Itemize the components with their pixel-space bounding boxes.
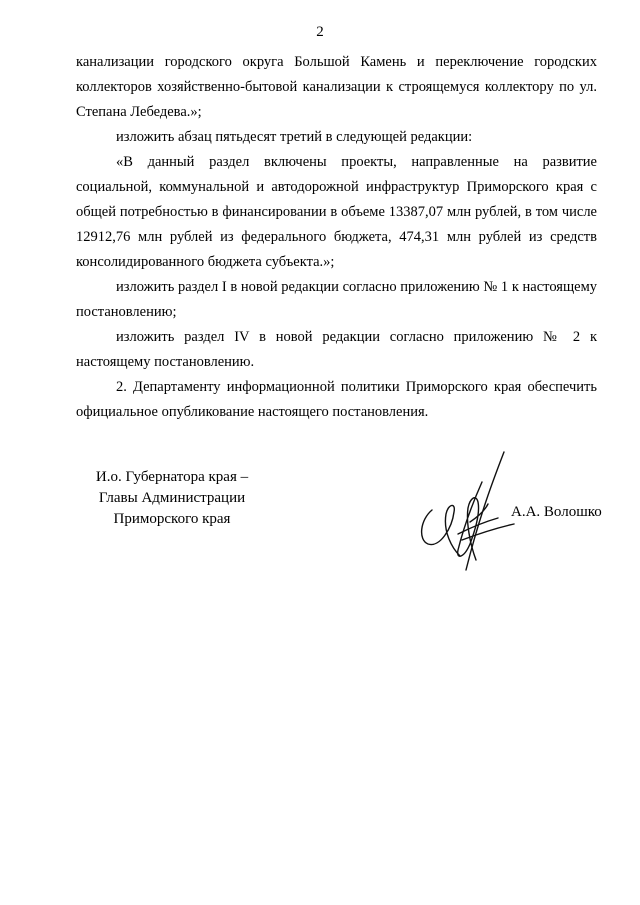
signatory-name: А.А. Волошко bbox=[511, 504, 602, 520]
paragraph-amend-section-1: изложить раздел I в новой редакции согласно приложению № 1 к настоящему постановлению; bbox=[76, 279, 597, 320]
page-number: 2 bbox=[316, 24, 324, 40]
signatory-title bbox=[72, 467, 272, 530]
paragraph-amend-section-4: изложить раздел IV в новой редакции согласно приложению № 2 к настоящему постановлению. bbox=[76, 329, 597, 370]
paragraph-item-2: 2. Департаменту информационной политики Приморского края обеспечить официальное опубликование настоящего постановления. bbox=[76, 379, 597, 420]
paragraph-quoted-text: «В данный раздел включены проекты, направленные на развитие социальной, коммунальной и автодорожной инфраструктур Приморского края с общей потребностью в финансировании в объеме 13387,07 млн рублей, в том числе 12912,76 млн рублей из федерального бюджета, 474,31 млн рублей из средств консолидированного бюджета субъекта.»; bbox=[76, 154, 597, 270]
document-body bbox=[76, 50, 597, 425]
signatory-title-line: Главы Администрации bbox=[98, 490, 246, 506]
handwritten-signature bbox=[418, 448, 518, 578]
paragraph-continuation: канализации городского округа Большой Камень и переключение городских коллекторов хозяйственно-бытовой канализации к строящемуся коллектору по ул. Степана Лебедева.»; bbox=[76, 54, 597, 120]
signatory-title-line: И.о. Губернатора края – bbox=[95, 469, 249, 485]
signatory-title-line: Приморского края bbox=[113, 511, 231, 527]
paragraph-amend-53: изложить абзац пятьдесят третий в следующей редакции: bbox=[116, 129, 473, 145]
